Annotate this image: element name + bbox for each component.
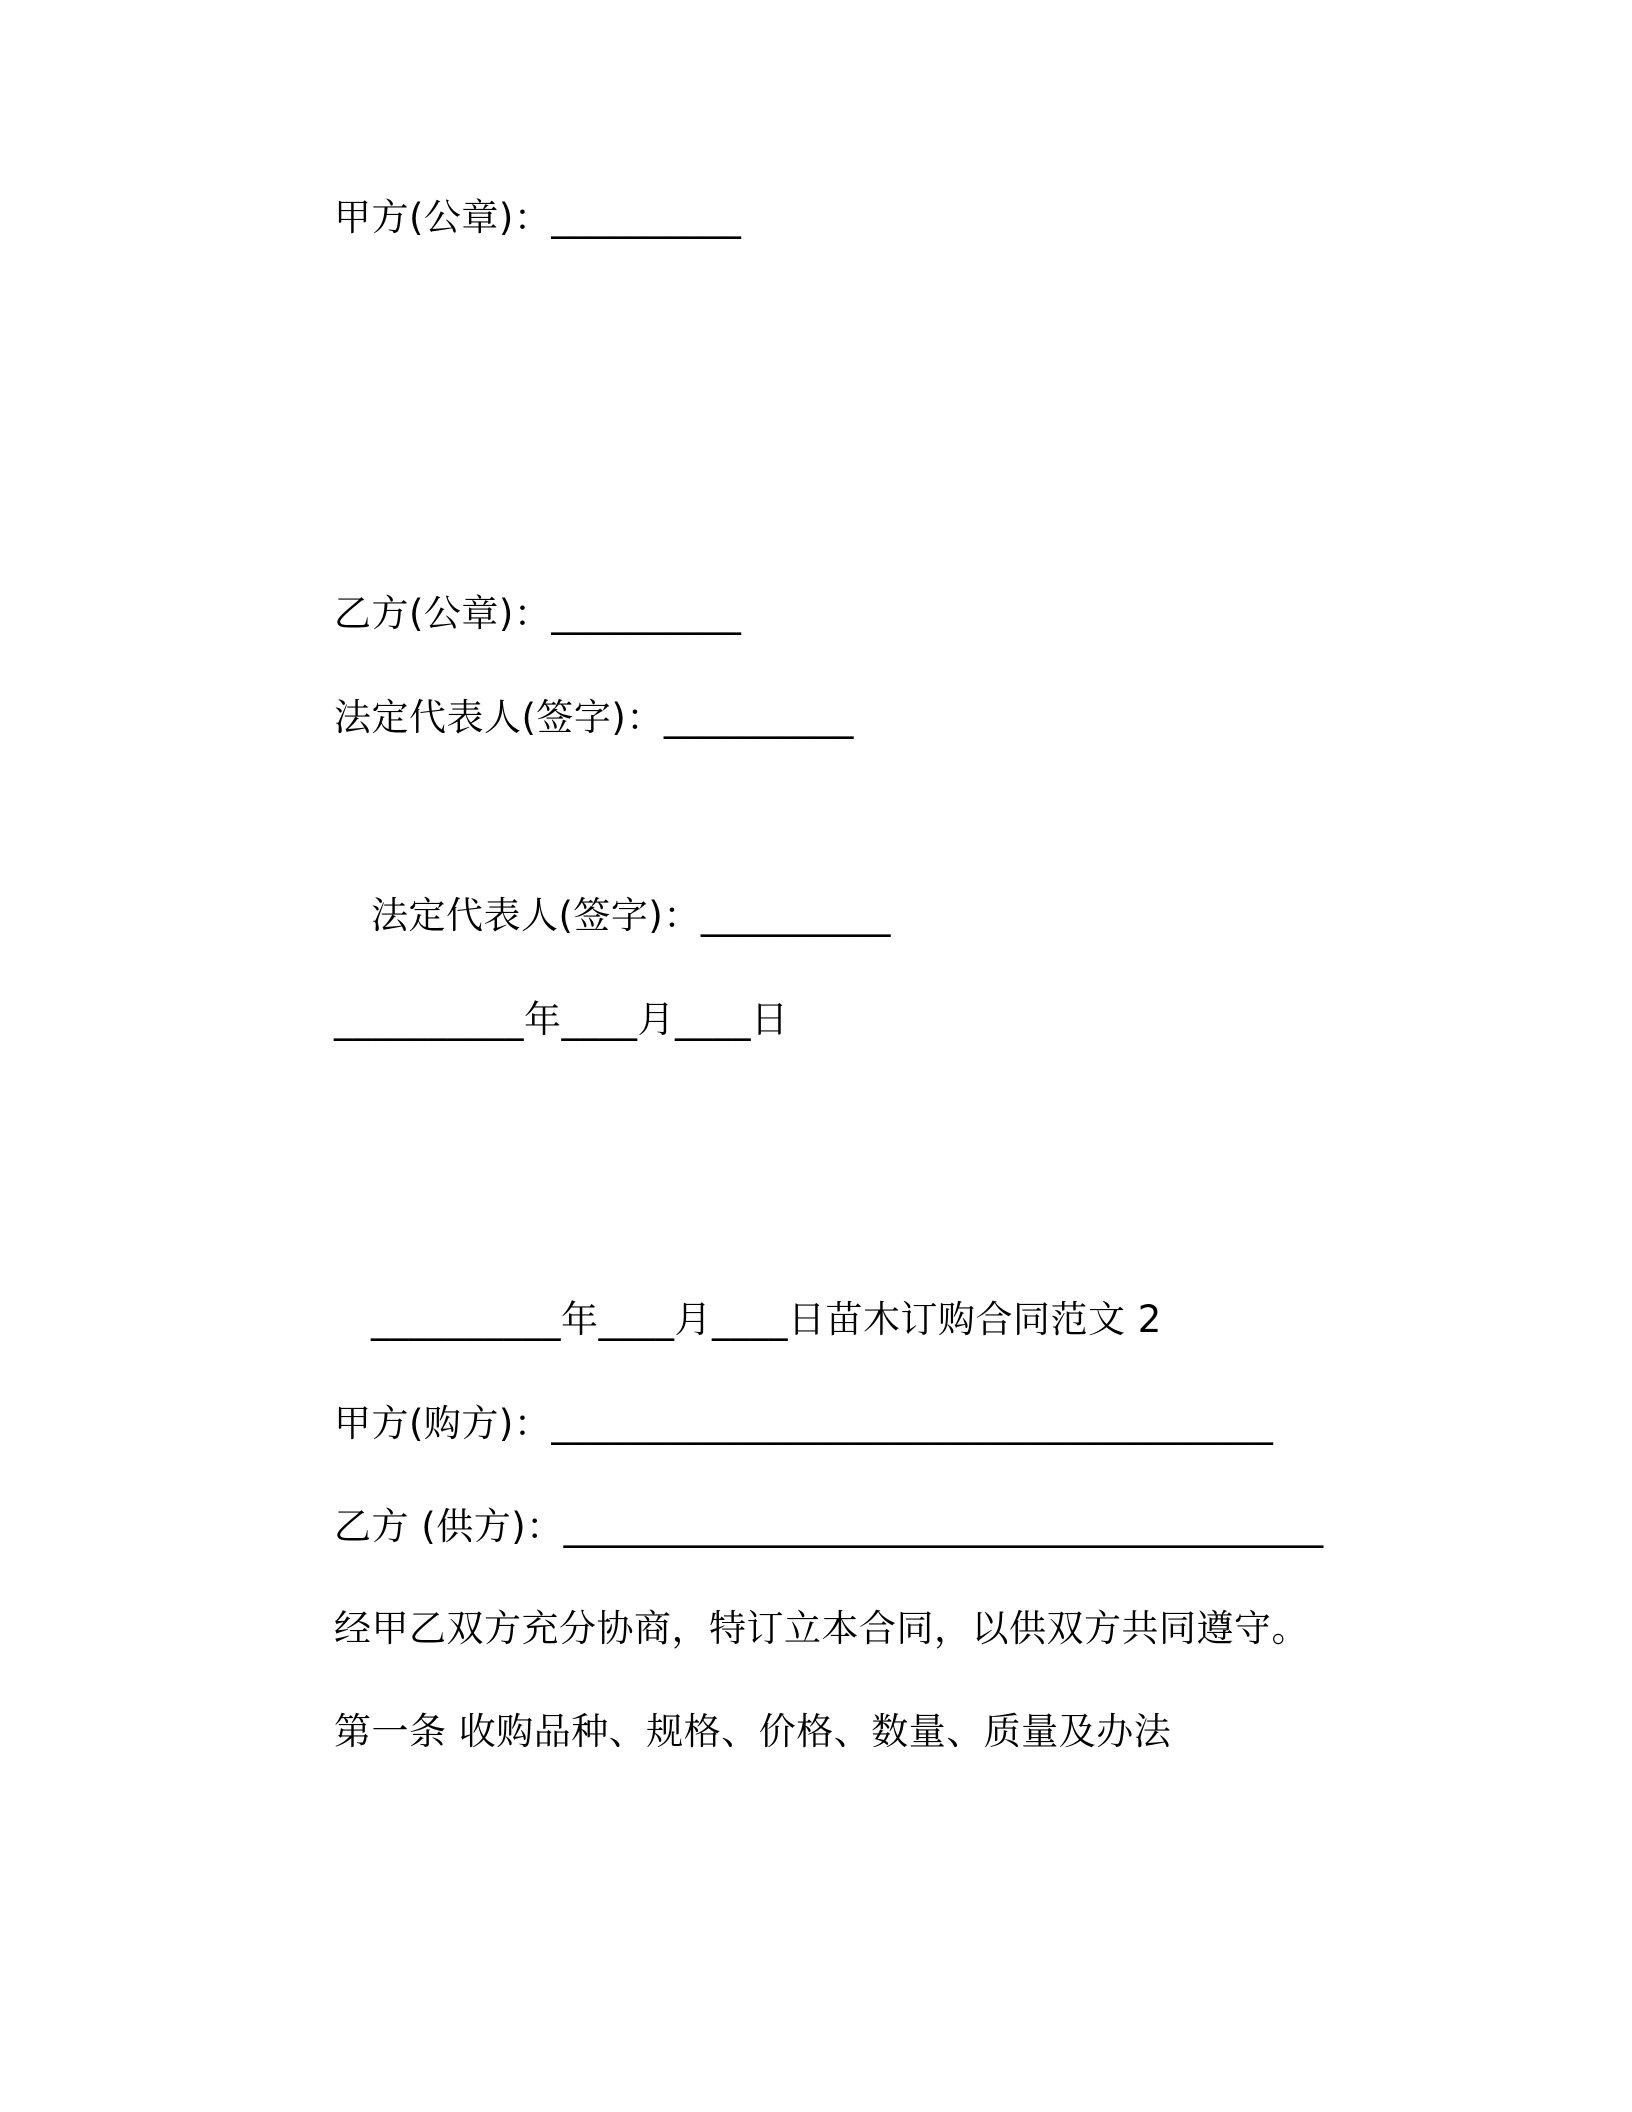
agreement-statement: 经甲乙双方充分协商，特订立本合同，以供双方共同遵守。	[334, 1607, 1309, 1650]
contract-title-line: __________年____月____日苗木订购合同范文 2	[371, 1298, 1162, 1341]
party-a-seal-line: 甲方(公章)：__________	[334, 196, 742, 239]
party-b-supplier-line: 乙方 (供方)：________________________________________	[334, 1505, 1324, 1548]
party-b-seal-line: 乙方(公章)：__________	[334, 592, 742, 635]
signing-date-line: __________年____月____日	[334, 998, 789, 1041]
party-a-buyer-line: 甲方(购方)：______________________________________	[334, 1402, 1274, 1445]
legal-representative-signature-line-b: 法定代表人(签字)：__________	[371, 894, 891, 937]
legal-representative-signature-line-a: 法定代表人(签字)：__________	[334, 696, 854, 739]
article-one-heading: 第一条 收购品种、规格、价格、数量、质量及办法	[334, 1710, 1172, 1753]
